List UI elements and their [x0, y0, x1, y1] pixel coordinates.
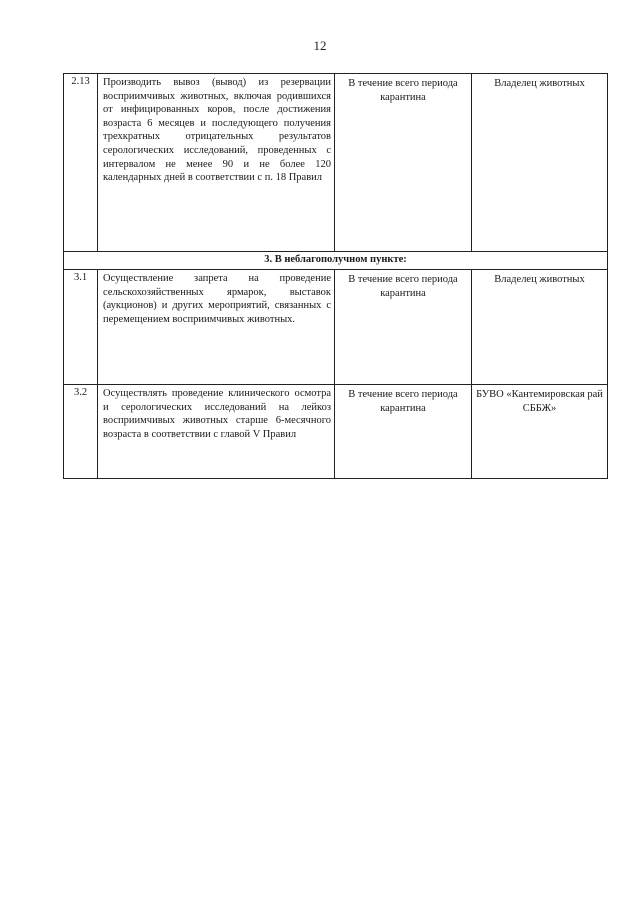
measures-table	[63, 73, 608, 479]
row-action: Производить вывоз (вывод) из резервации восприимчивых животных, включая родившихся от инфицированных коров, после достижения возраста 6 месяцев и последующего получения трехкратных отрицательных результатов серологических исследований, проведенных с интервалом не менее 90 и не более 120 календарных дней в соответствии с п. 18 Правил	[98, 74, 335, 251]
row-number: 2.13	[64, 74, 98, 251]
table-row	[64, 385, 607, 478]
section-heading-row	[64, 252, 607, 270]
table-row	[64, 270, 607, 385]
row-number: 3.2	[64, 385, 98, 478]
table-row	[64, 74, 607, 252]
row-responsible: Владелец животных	[494, 78, 585, 89]
row-term: В течение всего периода карантина	[335, 385, 472, 478]
row-term: В течение всего периода карантина	[335, 74, 472, 251]
row-term: В течение всего периода карантина	[335, 270, 472, 384]
row-number: 3.1	[64, 270, 98, 384]
page-number: 12	[313, 38, 327, 53]
row-responsible: Владелец животных	[494, 274, 585, 285]
row-action: Осуществлять проведение клинического осмотра и серологических исследований на лейкоз восприимчивых животных старше 6-месячного возраста в соответствии с главой V Правил	[98, 385, 335, 478]
row-action: Осуществление запрета на проведение сельскохозяйственных ярмарок, выставок (аукционов) и других мероприятий, связанных с перемещением восприимчивых животных.	[98, 270, 335, 384]
section-heading: 3. В неблагополучном пункте:	[264, 254, 407, 265]
row-responsible: БУВО «Кантемировская рай СББЖ»	[476, 389, 603, 414]
